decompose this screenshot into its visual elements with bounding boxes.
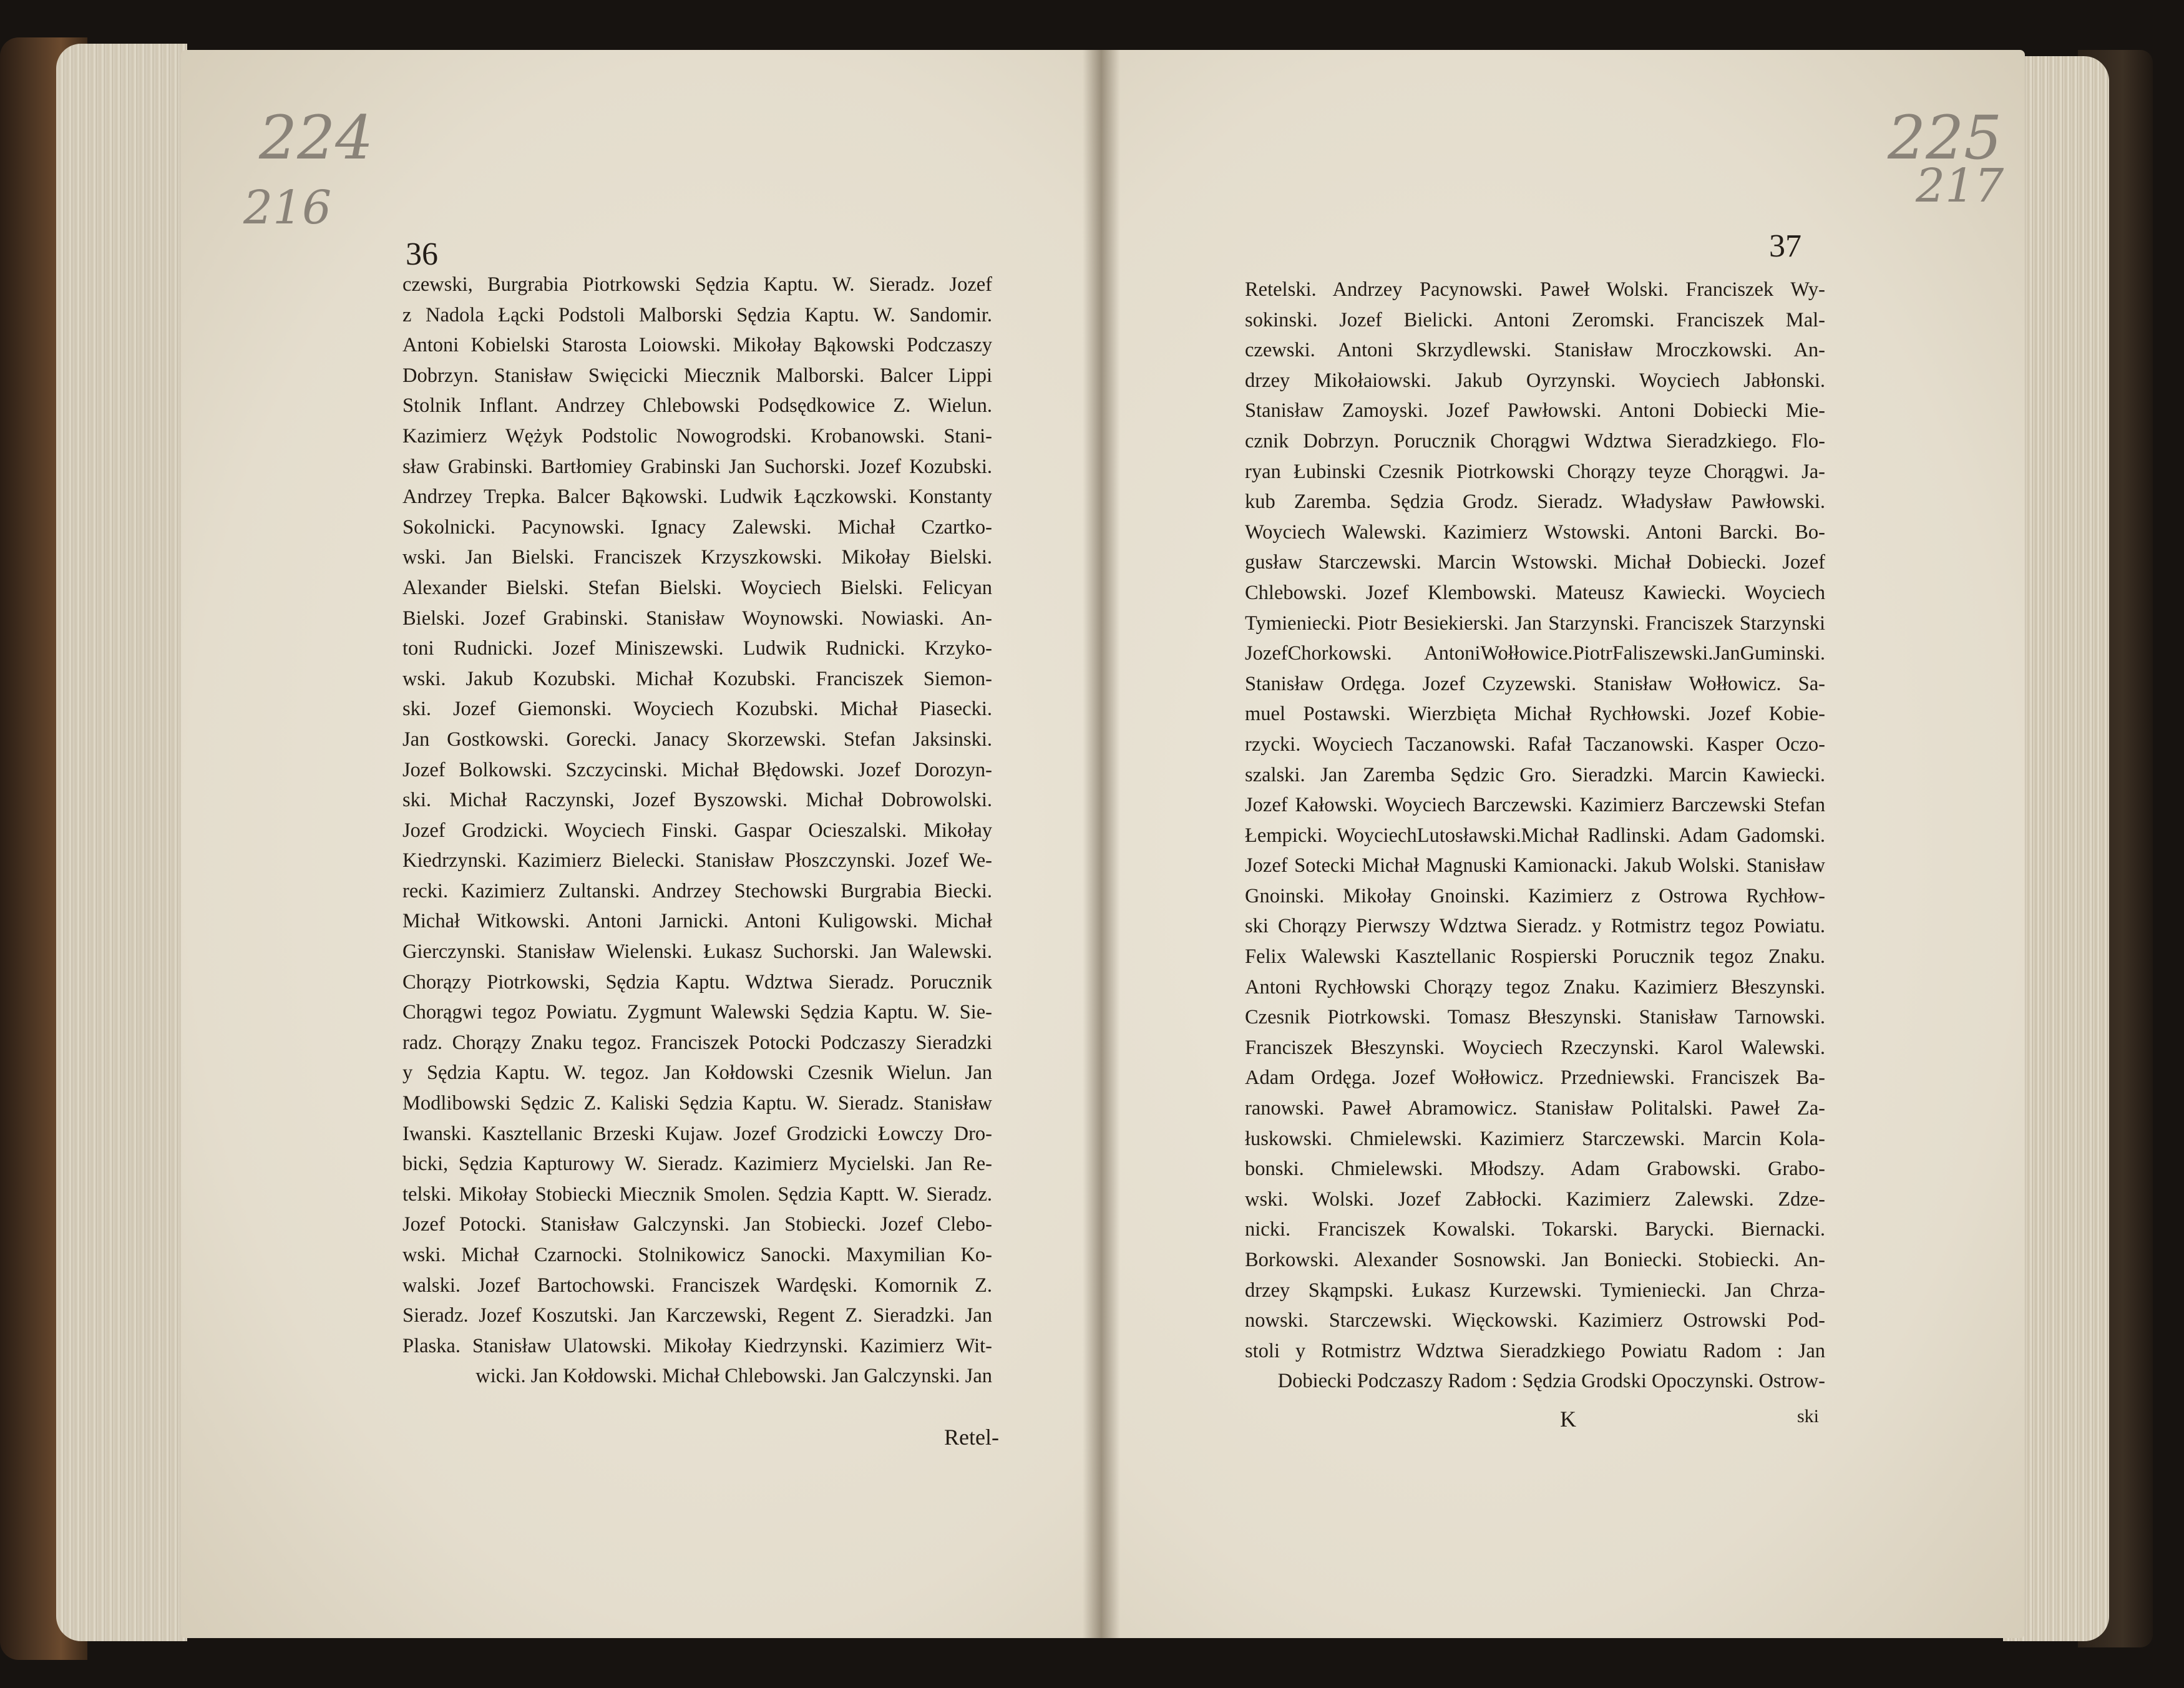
text-line: Felix Walewski Kasztellanic Rospierski Porucznik tegoz Znaku.: [1245, 945, 1825, 968]
text-line: rzycki. Woyciech Taczanowski. Rafał Taczanowski. Kasper Oczo-: [1245, 733, 1825, 756]
text-line: Woyciech Walewski. Kazimierz Wstowski. Antoni Barcki. Bo-: [1245, 520, 1825, 544]
text-line: Antoni Kobielski Starosta Loiowski. Mikołay Bąkowski Podczaszy: [402, 334, 992, 357]
text-line: gusław Starczewski. Marcin Wstowski. Michał Dobiecki. Jozef: [1245, 551, 1825, 574]
right-text-block: [1245, 275, 1825, 1397]
text-line: Chlebowski. Jozef Klembowski. Mateusz Kawiecki. Woyciech: [1245, 581, 1825, 604]
left-catchword: Retel-: [944, 1425, 999, 1450]
left-text-block: [402, 270, 992, 1392]
text-line: kub Zaremba. Sędzia Grodz. Sieradz. Władysław Pawłowski.: [1245, 490, 1825, 514]
text-line: recki. Kazimierz Zultanski. Andrzey Stechowski Burgrabia Biecki.: [402, 879, 992, 902]
text-line: toni Rudnicki. Jozef Miniszewski. Ludwik Rudnicki. Krzyko-: [402, 637, 992, 660]
text-line: drzey Skąmpski. Łukasz Kurzewski. Tymieniecki. Jan Chrza-: [1245, 1279, 1825, 1302]
book-gutter: [1083, 50, 1120, 1638]
text-line: Iwanski. Kasztellanic Brzeski Kujaw. Jozef Grodzicki Łowczy Dro-: [402, 1122, 992, 1145]
text-line: y Sędzia Kaptu. W. tegoz. Jan Kołdowski Czesnik Wielun. Jan: [402, 1061, 992, 1085]
text-line: Jozef Kałowski. Woyciech Barczewski. Kazimierz Barczewski Stefan: [1245, 794, 1825, 817]
text-line: telski. Mikołay Stobiecki Miecznik Smolen. Sędzia Kaptt. W. Sieradz.: [402, 1183, 992, 1206]
text-line: Alexander Bielski. Stefan Bielski. Woyciech Bielski. Felicyan: [402, 576, 992, 599]
right-catchword: ski: [1797, 1406, 1820, 1427]
text-line: ranowski. Paweł Abramowicz. Stanisław Politalski. Paweł Za-: [1245, 1097, 1825, 1120]
text-line: cznik Dobrzyn. Porucznik Chorągwi Wdztwa Sieradzkiego. Flo-: [1245, 429, 1825, 452]
text-line: ryan Łubinski Czesnik Piotrkowski Chorązy teyze Chorągwi. Ja-: [1245, 460, 1825, 483]
text-line: wski. Jakub Kozubski. Michał Kozubski. Franciszek Siemon-: [402, 667, 992, 690]
text-line: wski. Wolski. Jozef Zabłocki. Kazimierz Zalewski. Zdze-: [1245, 1188, 1825, 1211]
text-line: Jozef Potocki. Stanisław Galczynski. Jan Stobiecki. Jozef Clebo-: [402, 1213, 992, 1236]
text-line: Andrzey Trepka. Balcer Bąkowski. Ludwik Łączkowski. Konstanty: [402, 485, 992, 509]
text-line: bicki, Sędzia Kapturowy W. Sieradz. Kazimierz Mycielski. Jan Re-: [402, 1153, 992, 1176]
text-line: Bielski. Jozef Grabinski. Stanisław Woynowski. Nowiaski. An-: [402, 607, 992, 630]
text-line: Dobiecki Podczaszy Radom : Sędzia Grodski Opoczynski. Ostrow-: [1277, 1370, 1825, 1393]
text-line: Dobrzyn. Stanisław Swięcicki Miecznik Malborski. Balcer Lippi: [402, 364, 992, 387]
text-line: Michał Witkowski. Antoni Jarnicki. Antoni Kuligowski. Michał: [402, 910, 992, 933]
text-line: muel Postawski. Wierzbięta Michał Rychłowski. Jozef Kobie-: [1245, 703, 1825, 726]
text-line: Adam Ordęga. Jozef Wołłowicz. Przedniewski. Franciszek Ba-: [1245, 1066, 1825, 1090]
text-line: Borkowski. Alexander Sosnowski. Jan Boniecki. Stobiecki. An-: [1245, 1249, 1825, 1271]
text-line: sław Grabinski. Bartłomiey Grabinski Jan Suchorski. Jozef Kozubski.: [402, 455, 992, 478]
right-page-number: 37: [1769, 228, 1801, 264]
text-line: ski. Michał Raczynski, Jozef Byszowski. Michał Dobrowolski.: [402, 789, 992, 812]
text-line: Chorązy Piotrkowski, Sędzia Kaptu. Wdztwa Sieradz. Porucznik: [402, 970, 992, 993]
text-line: Gierczynski. Stanisław Wielenski. Łukasz Suchorski. Jan Walewski.: [402, 940, 992, 964]
text-line: Gnoinski. Mikołay Gnoinski. Kazimierz z Ostrowa Rychłow-: [1245, 884, 1825, 907]
text-line: łuskowski. Chmielewski. Kazimierz Starczewski. Marcin Kola-: [1245, 1127, 1825, 1150]
text-line: Plaska. Stanisław Ulatowski. Mikołay Kiedrzynski. Kazimierz Wit-: [402, 1334, 992, 1357]
text-line: wski. Michał Czarnocki. Stolnikowicz Sanocki. Maxymilian Ko-: [402, 1244, 992, 1266]
text-line: ski Chorązy Pierwszy Wdztwa Sieradz. y Rotmistrz tegoz Powiatu.: [1245, 915, 1825, 938]
text-line: Stanisław Zamoyski. Jozef Pawłowski. Antoni Dobiecki Mie-: [1245, 399, 1825, 422]
text-line: Kazimierz Wężyk Podstolic Nowogrodski. Krobanowski. Stani-: [402, 424, 992, 447]
right-pencil-subfolio: 217: [1916, 159, 2004, 213]
text-line: Jan Gostkowski. Gorecki. Janacy Skorzewski. Stefan Jaksinski.: [402, 728, 992, 751]
text-line: ski. Jozef Giemonski. Woyciech Kozubski. Michał Piasecki.: [402, 698, 992, 721]
text-line: nicki. Franciszek Kowalski. Tokarski. Barycki. Biernacki.: [1245, 1218, 1825, 1241]
text-line: Kiedrzynski. Kazimierz Bielecki. Stanisław Płoszczynski. Jozef We-: [402, 849, 992, 872]
text-line: radz. Chorązy Znaku tegoz. Franciszek Potocki Podczaszy Sieradzki: [402, 1031, 992, 1054]
right-signature-mark: K: [1560, 1407, 1576, 1432]
text-line: Jozef Grodzicki. Woyciech Finski. Gaspar Ocieszalski. Mikołay: [402, 819, 992, 842]
text-line: czewski. Antoni Skrzydlewski. Stanisław Mroczkowski. An-: [1245, 339, 1825, 362]
text-line: Modlibowski Sędzic Z. Kaliski Sędzia Kaptu. W. Sieradz. Stanisław: [402, 1092, 992, 1115]
left-pencil-subfolio: 216: [243, 181, 332, 235]
text-line: Stolnik Inflant. Andrzey Chlebowski Podsędkowice Z. Wielun.: [402, 394, 992, 417]
text-line: Chorągwi tegoz Powiatu. Zygmunt Walewski Sędzia Kaptu. W. Sie-: [402, 1001, 992, 1024]
text-line: Łempicki. WoyciechLutosławski.Michał Radlinski. Adam Gadomski.: [1245, 824, 1825, 847]
text-line: drzey Mikołaiowski. Jakub Oyrzynski. Woyciech Jabłonski.: [1245, 369, 1825, 392]
text-line: Antoni Rychłowski Chorązy tegoz Znaku. Kazimierz Błeszynski.: [1245, 975, 1825, 998]
page-stack-left: [56, 44, 187, 1641]
text-line: czewski, Burgrabia Piotrkowski Sędzia Kaptu. W. Sieradz. Jozef: [402, 273, 992, 296]
text-line: wski. Jan Bielski. Franciszek Krzyszkowski. Mikołay Bielski.: [402, 546, 992, 569]
text-line: nowski. Starczewski. Więckowski. Kazimierz Ostrowski Pod-: [1245, 1309, 1825, 1332]
text-line: Sieradz. Jozef Koszutski. Jan Karczewski, Regent Z. Sieradzki. Jan: [402, 1304, 992, 1327]
text-line: Franciszek Błeszynski. Woyciech Rzeczynski. Karol Walewski.: [1245, 1036, 1825, 1059]
text-line: bonski. Chmielewski. Młodszy. Adam Grabowski. Grabo-: [1245, 1158, 1825, 1181]
left-page-number: 36: [406, 237, 438, 272]
text-line: Sokolnicki. Pacynowski. Ignacy Zalewski. Michał Czartko-: [402, 515, 992, 539]
right-pencil-folio: 225: [1888, 103, 2002, 173]
text-line: szalski. Jan Zaremba Sędzic Gro. Sieradzki. Marcin Kawiecki.: [1245, 763, 1825, 786]
text-line: Retelski. Andrzey Pacynowski. Paweł Wolski. Franciszek Wy-: [1245, 278, 1825, 301]
text-line: wicki. Jan Kołdowski. Michał Chlebowski. Jan Galczynski. Jan: [475, 1365, 992, 1388]
text-line: z Nadola Łącki Podstoli Malborski Sędzia Kaptu. W. Sandomir.: [402, 303, 992, 326]
text-line: Tymieniecki. Piotr Besiekierski. Jan Starzynski. Franciszek Starzynski: [1245, 612, 1825, 635]
text-line: Jozef Sotecki Michał Magnuski Kamionacki. Jakub Wolski. Stanisław: [1245, 854, 1825, 877]
text-line: JozefChorkowski. AntoniWołłowice.PiotrFaliszewski.JanGuminski.: [1245, 642, 1825, 665]
text-line: walski. Jozef Bartochowski. Franciszek Wardęski. Komornik Z.: [402, 1274, 992, 1297]
left-pencil-folio: 224: [259, 103, 374, 173]
text-line: Jozef Bolkowski. Szczycinski. Michał Błędowski. Jozef Dorozyn-: [402, 758, 992, 781]
text-line: sokinski. Jozef Bielicki. Antoni Zeromski. Franciszek Mal-: [1245, 308, 1825, 331]
text-line: Czesnik Piotrkowski. Tomasz Błeszynski. Stanisław Tarnowski.: [1245, 1006, 1825, 1029]
text-line: stoli y Rotmistrz Wdztwa Sieradzkiego Powiatu Radom : Jan: [1245, 1339, 1825, 1362]
text-line: Stanisław Ordęga. Jozef Czyzewski. Stanisław Wołłowicz. Sa-: [1245, 672, 1825, 695]
